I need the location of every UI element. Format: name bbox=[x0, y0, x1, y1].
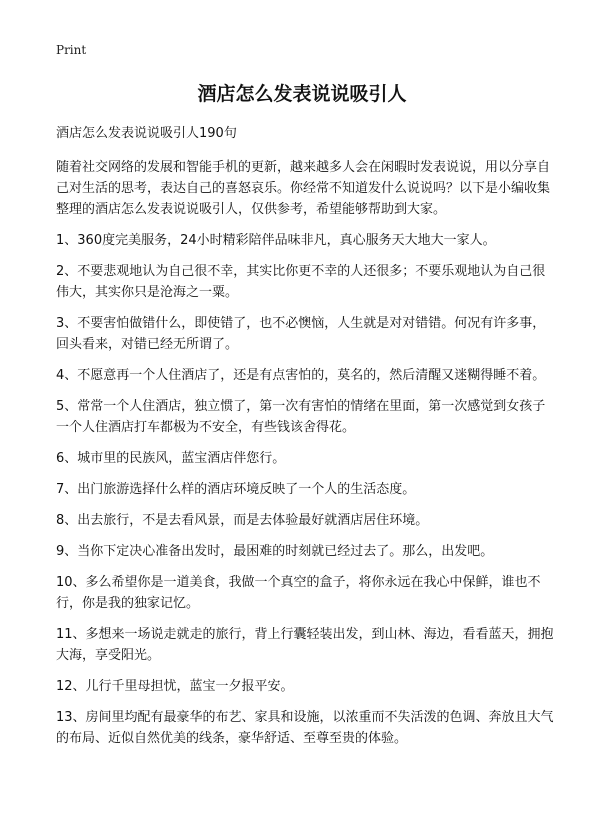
list-item: 4、不愿意再一个人住酒店了，还是有点害怕的，莫名的，然后清醒又迷糊得睡不着。 bbox=[56, 368, 546, 383]
list-item: 10、多么希望你是一道美食，我做一个真空的盒子，将你永远在我心中保鲜，谁也不行，你是我的独家记忆。 bbox=[56, 575, 541, 611]
list-item: 9、当你下定决心准备出发时，最困难的时刻就已经过去了。那么，出发吧。 bbox=[56, 544, 494, 559]
list-item: 1、360度完美服务，24小时精彩陪伴品味非凡，真心服务天大地大一家人。 bbox=[56, 233, 496, 248]
list-item: 11、多想来一场说走就走的旅行，背上行囊轻装出发，到山林、海边，看看蓝天，拥抱大海，享受阳光。 bbox=[56, 627, 554, 663]
list-item: 8、出去旅行，不是去看风景，而是去体验最好就酒店居住环境。 bbox=[56, 513, 429, 528]
list-item: 12、儿行千里母担忧，蓝宝一夕报平安。 bbox=[56, 679, 294, 694]
list-item: 13、房间里均配有最豪华的布艺、家具和设施，以浓重而不失活泼的色调、奔放且大气的布局、近似自然优美的线条，豪华舒适、至尊至贵的体验。 bbox=[56, 710, 554, 746]
list-item: 7、出门旅游选择什么样的酒店环境反映了一个人的生活态度。 bbox=[56, 482, 416, 497]
page-title: 酒店怎么发表说说吸引人 bbox=[197, 83, 407, 105]
print-link[interactable]: Print bbox=[56, 43, 87, 57]
list-item: 3、不要害怕做错什么，即使错了，也不必懊恼，人生就是对对错错。何况有许多事，回头看来，对错已经无所谓了。 bbox=[56, 316, 546, 352]
list-item: 5、常常一个人住酒店，独立惯了，第一次有害怕的情绪在里面，第一次感觉到女孩子一个人住酒店打车都极为不安全，有些钱该舍得花。 bbox=[56, 399, 546, 435]
intro-paragraph: 随着社交网络的发展和智能手机的更新，越来越多人会在闲暇时发表说说，用以分享自己对生活的思考，表达自己的喜怒哀乐。你经常不知道发什么说说吗？以下是小编收集整理的酒店怎么发表说说吸引人，仅供参考，希望能够帮助到大家。 bbox=[56, 160, 551, 217]
page-subtitle: 酒店怎么发表说说吸引人190句 bbox=[56, 126, 237, 141]
list-item: 2、不要悲观地认为自己很不幸，其实比你更不幸的人还很多；不要乐观地认为自己很伟大，其实你只是沧海之一粟。 bbox=[56, 264, 546, 300]
list-item: 6、城市里的民族风，蓝宝酒店伴您行。 bbox=[56, 451, 286, 466]
